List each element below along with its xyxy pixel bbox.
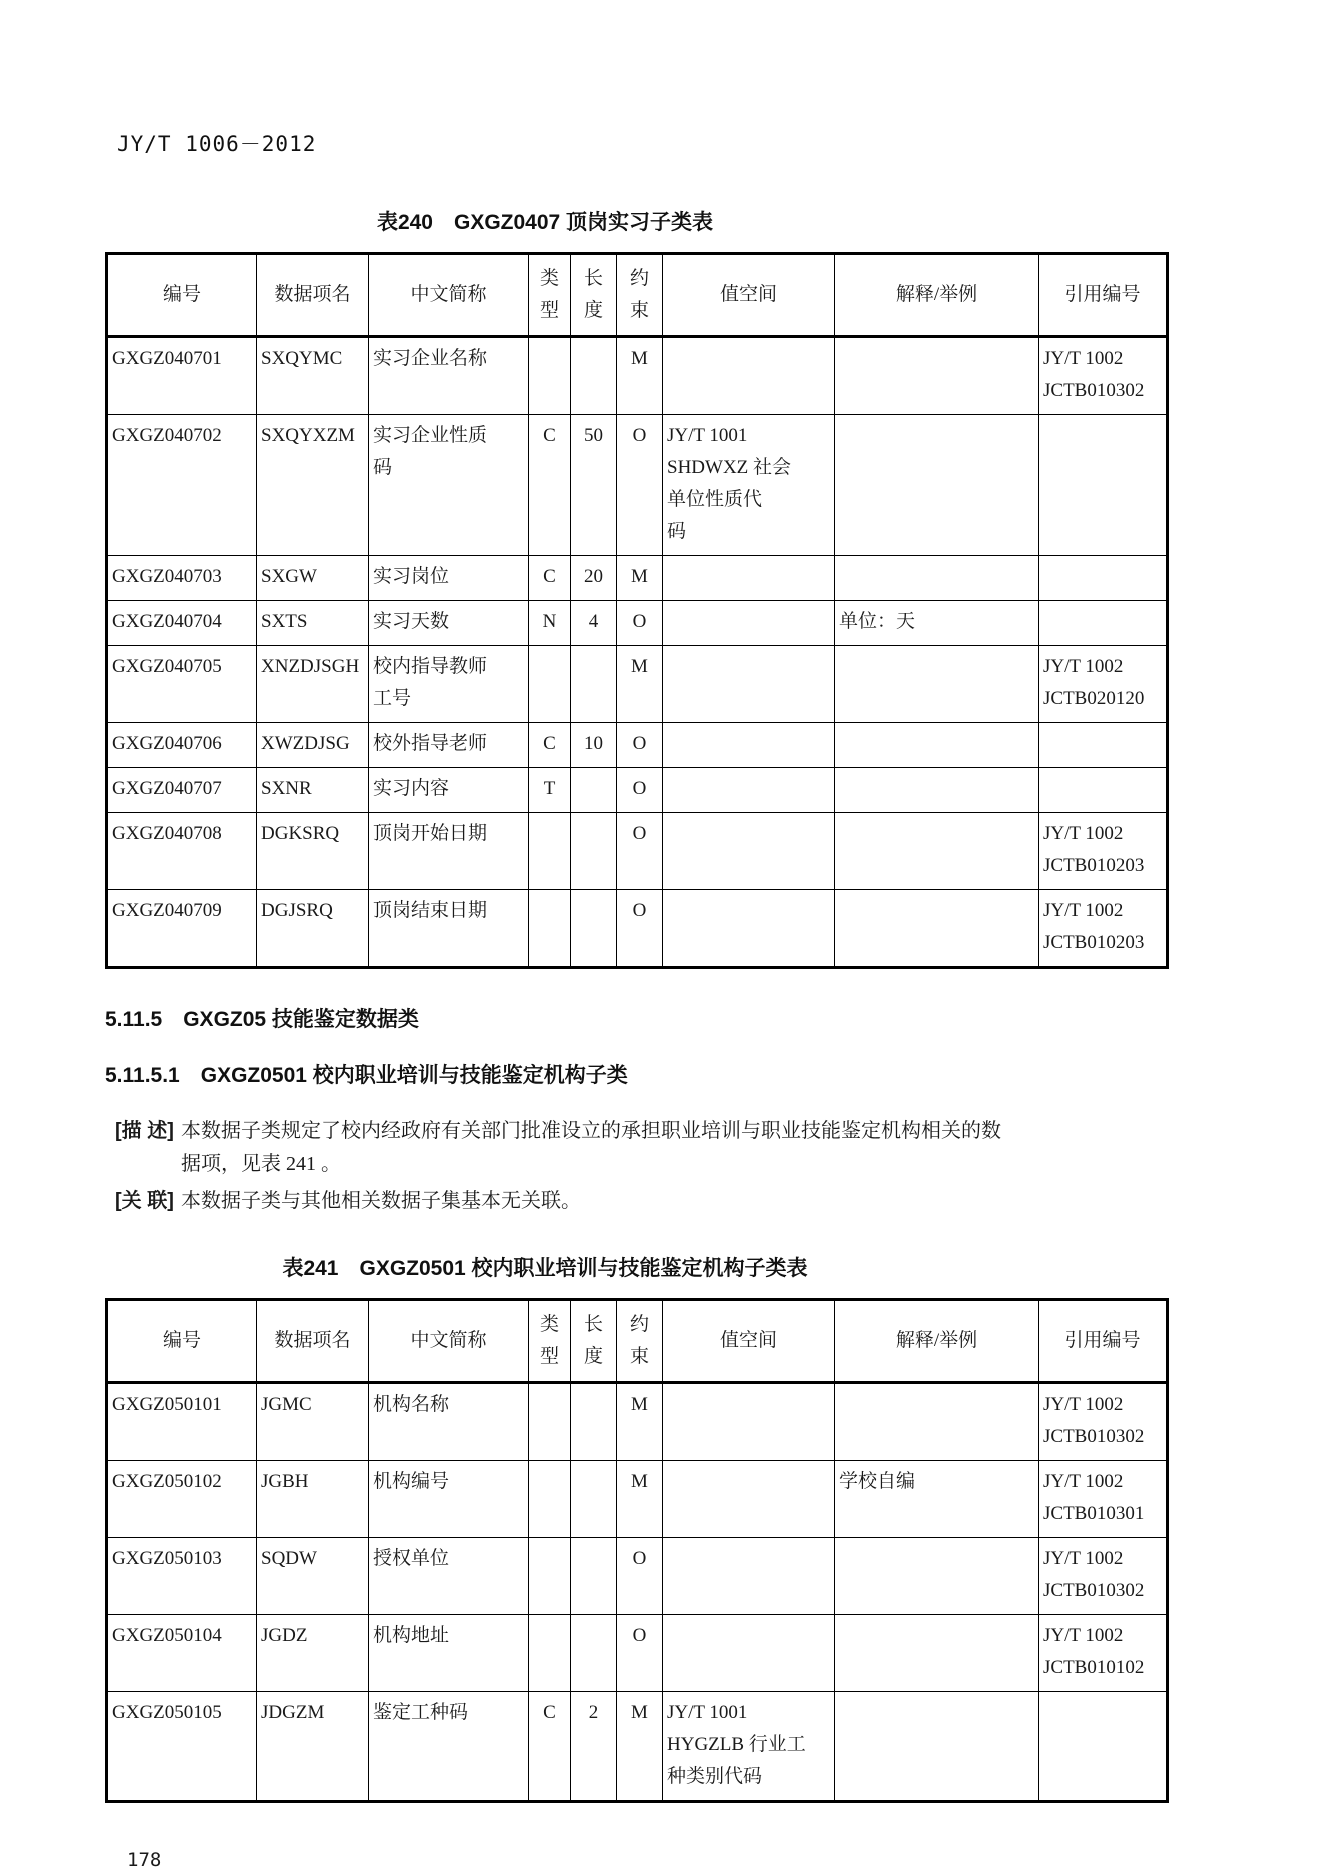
table-cell: GXGZ040701 <box>107 337 257 415</box>
table-cell: 实习企业性质 码 <box>369 415 529 556</box>
table-cell <box>835 1692 1039 1802</box>
table-cell <box>663 813 835 890</box>
table-cell: O <box>617 601 663 646</box>
table-cell: GXGZ040706 <box>107 723 257 768</box>
description-label: [描 述] <box>115 1120 174 1142</box>
table-cell <box>663 1615 835 1692</box>
table-cell <box>663 337 835 415</box>
table-cell: JDGZM <box>257 1692 369 1802</box>
table-cell <box>571 890 617 968</box>
table-cell: O <box>617 723 663 768</box>
section-heading-5-11-5-1: 5.11.5.1 GXGZ0501 校内职业培训与技能鉴定机构子类 <box>105 1064 628 1087</box>
doc-code: JY/T 1006－2012 <box>117 132 317 156</box>
table-cell: M <box>617 337 663 415</box>
table-cell: 单位：天 <box>835 601 1039 646</box>
table-cell: 校内指导教师 工号 <box>369 646 529 723</box>
table-cell <box>835 556 1039 601</box>
table-cell: 实习内容 <box>369 768 529 813</box>
header-row <box>107 1300 1168 1383</box>
table-cell: 鉴定工种码 <box>369 1692 529 1802</box>
table-cell: O <box>617 768 663 813</box>
table-cell: JY/T 1001 HYGZLB 行业工 种类别代码 <box>663 1692 835 1802</box>
table-row <box>107 556 1168 601</box>
table-cell: XWZDJSG <box>257 723 369 768</box>
table-cell: 20 <box>571 556 617 601</box>
table240-caption: 表240 GXGZ0407 顶岗实习子类表 <box>376 211 714 234</box>
table-row <box>107 768 1168 813</box>
table-cell: 机构编号 <box>369 1461 529 1538</box>
table-cell: 机构名称 <box>369 1383 529 1461</box>
table-cell <box>663 723 835 768</box>
column-header: 中文简称 <box>369 1300 529 1383</box>
table-cell: GXGZ040703 <box>107 556 257 601</box>
table-cell: O <box>617 1538 663 1615</box>
column-header: 长 度 <box>571 1300 617 1383</box>
column-header: 值空间 <box>663 1300 835 1383</box>
table-cell <box>1039 768 1168 813</box>
table-cell: JGMC <box>257 1383 369 1461</box>
table-cell: GXGZ040709 <box>107 890 257 968</box>
description-paragraph <box>115 1115 1323 1181</box>
table-row <box>107 601 1168 646</box>
table-cell: N <box>529 601 571 646</box>
column-header: 引用编号 <box>1039 1300 1168 1383</box>
table-cell: JY/T 1002 JCTB020120 <box>1039 646 1168 723</box>
table-cell: 4 <box>571 601 617 646</box>
table-cell: JY/T 1002 JCTB010203 <box>1039 813 1168 890</box>
table-cell: 50 <box>571 415 617 556</box>
table-cell <box>663 1383 835 1461</box>
table-cell: 实习企业名称 <box>369 337 529 415</box>
table-cell <box>571 1615 617 1692</box>
table-cell: C <box>529 723 571 768</box>
table-cell <box>663 601 835 646</box>
table-cell: 学校自编 <box>835 1461 1039 1538</box>
table-cell: SXTS <box>257 601 369 646</box>
table-cell <box>529 1538 571 1615</box>
table-cell <box>529 813 571 890</box>
column-header: 数据项名 <box>257 1300 369 1383</box>
column-header: 长 度 <box>571 254 617 337</box>
table-cell: 2 <box>571 1692 617 1802</box>
table-cell: 10 <box>571 723 617 768</box>
relation-text: 本数据子类与其他相关数据子集基本无关联。 <box>181 1190 581 1212</box>
table-cell: JY/T 1002 JCTB010302 <box>1039 337 1168 415</box>
table-cell <box>663 1461 835 1538</box>
table-cell <box>1039 601 1168 646</box>
table-cell: GXGZ040702 <box>107 415 257 556</box>
table-row <box>107 1383 1168 1461</box>
header-row <box>107 254 1168 337</box>
table-cell <box>529 890 571 968</box>
table-row <box>107 415 1168 556</box>
column-header: 数据项名 <box>257 254 369 337</box>
column-header: 类 型 <box>529 254 571 337</box>
table-cell: GXGZ040704 <box>107 601 257 646</box>
relation-label: [关 联] <box>115 1190 174 1212</box>
table-cell: JGDZ <box>257 1615 369 1692</box>
table-row <box>107 1461 1168 1538</box>
table-row <box>107 646 1168 723</box>
table-cell <box>835 1538 1039 1615</box>
table-cell: M <box>617 556 663 601</box>
table-cell: JY/T 1002 JCTB010302 <box>1039 1383 1168 1461</box>
table-cell <box>571 813 617 890</box>
column-header: 约 束 <box>617 1300 663 1383</box>
table-cell: 校外指导老师 <box>369 723 529 768</box>
table-cell <box>835 768 1039 813</box>
table-cell: GXGZ040707 <box>107 768 257 813</box>
column-header: 编号 <box>107 254 257 337</box>
table-cell <box>571 1461 617 1538</box>
table-cell: SXQYXZM <box>257 415 369 556</box>
table-cell: DGJSRQ <box>257 890 369 968</box>
table-cell <box>571 646 617 723</box>
table-cell: SQDW <box>257 1538 369 1615</box>
table-cell: XNZDJSGH <box>257 646 369 723</box>
table-row <box>107 813 1168 890</box>
column-header: 中文简称 <box>369 254 529 337</box>
column-header: 类 型 <box>529 1300 571 1383</box>
table-row <box>107 890 1168 968</box>
column-header: 解释/举例 <box>835 254 1039 337</box>
section-heading-5-11-5: 5.11.5 GXGZ05 技能鉴定数据类 <box>105 1008 419 1031</box>
column-header: 编号 <box>107 1300 257 1383</box>
table-cell: SXGW <box>257 556 369 601</box>
table-cell <box>1039 723 1168 768</box>
table-cell <box>663 556 835 601</box>
table-cell <box>835 1615 1039 1692</box>
table-cell <box>835 723 1039 768</box>
table-cell: GXGZ050102 <box>107 1461 257 1538</box>
table-cell: GXGZ040705 <box>107 646 257 723</box>
table-cell: O <box>617 813 663 890</box>
table-cell <box>1039 1692 1168 1802</box>
table-cell <box>1039 415 1168 556</box>
table-cell: O <box>617 890 663 968</box>
table-cell: DGKSRQ <box>257 813 369 890</box>
table-cell <box>663 1538 835 1615</box>
table-cell: M <box>617 646 663 723</box>
table-cell <box>835 646 1039 723</box>
table-cell <box>835 1383 1039 1461</box>
table-cell: SXNR <box>257 768 369 813</box>
table-row <box>107 1692 1168 1802</box>
table-cell <box>529 1461 571 1538</box>
table-cell: JGBH <box>257 1461 369 1538</box>
table-cell <box>571 1538 617 1615</box>
table-cell <box>529 1615 571 1692</box>
table-cell: GXGZ050104 <box>107 1615 257 1692</box>
page-number: 178 <box>127 1849 162 1871</box>
column-header: 引用编号 <box>1039 254 1168 337</box>
table-row <box>107 1615 1168 1692</box>
table-cell <box>663 768 835 813</box>
table-cell <box>663 890 835 968</box>
table-row <box>107 337 1168 415</box>
table-cell <box>529 1383 571 1461</box>
table-row <box>107 1538 1168 1615</box>
table-cell: O <box>617 1615 663 1692</box>
table-cell: 顶岗开始日期 <box>369 813 529 890</box>
table-cell: 授权单位 <box>369 1538 529 1615</box>
relation-paragraph <box>115 1185 1323 1218</box>
table-cell: GXGZ050101 <box>107 1383 257 1461</box>
table-cell <box>835 415 1039 556</box>
table-cell <box>835 890 1039 968</box>
table-cell: JY/T 1002 JCTB010302 <box>1039 1538 1168 1615</box>
column-header: 约 束 <box>617 254 663 337</box>
table-cell <box>571 768 617 813</box>
column-header: 值空间 <box>663 254 835 337</box>
table-cell: JY/T 1002 JCTB010203 <box>1039 890 1168 968</box>
table-241 <box>105 1298 1169 1803</box>
table-cell <box>663 646 835 723</box>
table-cell: O <box>617 415 663 556</box>
table-cell: T <box>529 768 571 813</box>
table-cell: JY/T 1002 JCTB010102 <box>1039 1615 1168 1692</box>
table-cell: C <box>529 1692 571 1802</box>
table-cell <box>835 337 1039 415</box>
table-cell <box>529 337 571 415</box>
description-text: 本数据子类规定了校内经政府有关部门批准设立的承担职业培训与职业技能鉴定机构相关的数据项，见表 241 。 <box>181 1120 1001 1175</box>
table-cell: JY/T 1001 SHDWXZ 社会 单位性质代 码 <box>663 415 835 556</box>
table-cell: JY/T 1002 JCTB010301 <box>1039 1461 1168 1538</box>
table-cell: SXQYMC <box>257 337 369 415</box>
table-cell: C <box>529 415 571 556</box>
table-cell: M <box>617 1692 663 1802</box>
table-cell: GXGZ050105 <box>107 1692 257 1802</box>
table-cell <box>571 1383 617 1461</box>
table-cell: 机构地址 <box>369 1615 529 1692</box>
column-header: 解释/举例 <box>835 1300 1039 1383</box>
table-cell: GXGZ040708 <box>107 813 257 890</box>
table-cell <box>529 646 571 723</box>
table-row <box>107 723 1168 768</box>
table-cell: M <box>617 1383 663 1461</box>
table-cell: M <box>617 1461 663 1538</box>
table-cell <box>1039 556 1168 601</box>
table-cell: 顶岗结束日期 <box>369 890 529 968</box>
table-cell: GXGZ050103 <box>107 1538 257 1615</box>
table-cell <box>571 337 617 415</box>
table-cell: C <box>529 556 571 601</box>
table-cell <box>835 813 1039 890</box>
table-cell: 实习岗位 <box>369 556 529 601</box>
table241-caption: 表241 GXGZ0501 校内职业培训与技能鉴定机构子类表 <box>282 1257 808 1280</box>
table-240 <box>105 252 1169 969</box>
table-cell: 实习天数 <box>369 601 529 646</box>
